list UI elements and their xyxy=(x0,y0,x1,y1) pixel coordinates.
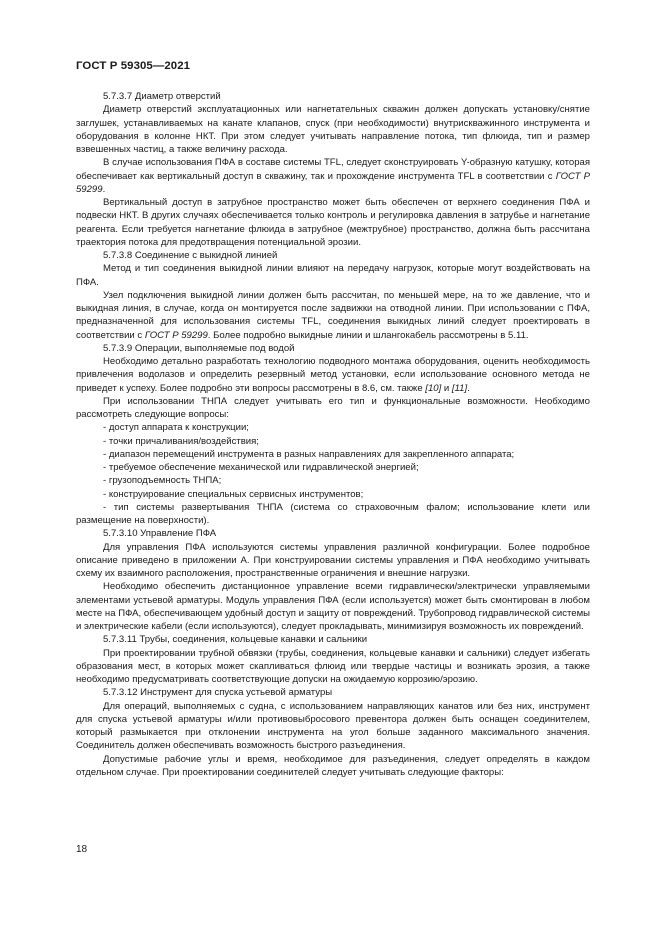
list-item: - грузоподъемность ТНПА; xyxy=(76,474,590,487)
paragraph: При проектировании трубной обвязки (трубы, соединения, кольцевые канавки и сальники) следует избегать образования мест, в которых может скапливаться флюид или твердые частицы и возникать эрозия, а также необходимо предусматривать соответствующие допуски на ожидаемую коррозию/эрозию. xyxy=(76,647,590,685)
section-heading-5-7-3-8: 5.7.3.8 Соединение с выкидной линией xyxy=(103,250,278,261)
list-item: - тип системы развертывания ТНПА (система со страховочным фалом; использование клети или размещение на поверхности). xyxy=(76,501,590,528)
paragraph-text: В случае использования ПФА в составе системы TFL, следует сконструировать Y-образную катушку, которая обеспечивает как вертикальный доступ в скважину, так и прохождение инструмента TFL в соответствии с xyxy=(76,157,590,182)
section-heading-5-7-3-10: 5.7.3.10 Управление ПФА xyxy=(103,528,217,540)
section-heading-5-7-3-12: 5.7.3.12 Инструмент для спуска устьевой арматуры xyxy=(103,687,333,699)
considerations-list xyxy=(76,421,590,527)
paragraph: Допустимые рабочие углы и время, необходимое для разъединения, следует определять в каждом отдельном случае. При проектировании соединителей следует учитывать следующие факторы: xyxy=(76,753,590,778)
paragraph: Для управления ПФА используются системы управления различной конфигурации. Более подробное описание приведено в приложении А. При конструировании системы управления и ПФА необходимо учитывать схему их взаимного расположения, пространственные ограничения и внешние нагрузки. xyxy=(76,541,590,579)
paragraph: В случае использования ПФА в составе системы TFL, следует сконструировать Y-образную катушку, которая обеспечивает как вертикальный доступ в скважину, так и прохождение инструмента TFL в соответствии с ГОСТ Р 59299. xyxy=(76,157,591,195)
standard-header: ГОСТ Р 59305—2021 xyxy=(76,60,191,72)
list-item: - требуемое обеспечение механической или гидравлической энергией; xyxy=(76,461,590,474)
section-heading-5-7-3-9: 5.7.3.9 Операции, выполняемые под водой xyxy=(103,342,295,354)
paragraph: Необходимо обеспечить дистанционное управление всеми гидравлически/электрически управляемыми элементами устьевой арматуры. Модуль управления ПФА (если используется) может быть смонтирован в любом месте на ПФА, обеспечивающем удобный доступ и защиту от повреждений. Трубопровод гидравлической системы и электрические кабели (если используются), следует прокладывать, минимизируя возможность их повреждений. xyxy=(76,581,590,632)
list-item: - доступ аппарата к конструкции; xyxy=(76,421,590,434)
paragraph-text: Необходимо детально разработать технологию подводного монтажа оборудования, оценить необходимость привлечения водолазов и определить резервный метод установки, если использование основного метода не приведет к успеху. Более подробно эти вопросы рассмотрены в 8.6, см. также xyxy=(76,356,590,394)
standard-reference: ГОСТ Р 59299 xyxy=(76,170,591,195)
paragraph: При использовании ТНПА следует учитывать его тип и функциональные возможности. Необходимо рассмотреть следующие вопросы: xyxy=(76,395,590,420)
paragraph-text: Узел подключения выкидной линии должен быть рассчитан, по меньшей мере, на то же давление, что и выкидная линия, в случае, когда он монтируется после задвижки на отводной линии. При использовании с ПФА, предназначенной для использования системы TFL, соединения выкидных линий следует проектировать в соответствии с xyxy=(76,289,590,341)
list-item: - конструирование специальных сервисных инструментов; xyxy=(76,488,590,501)
document-body xyxy=(76,90,590,779)
section-heading-5-7-3-11: 5.7.3.11 Трубы, соединения, кольцевые канавки и сальники xyxy=(103,634,368,646)
section-heading-5-7-3-7: 5.7.3.7 Диаметр отверстий xyxy=(103,91,221,102)
list-item: - диапазон перемещений инструмента в разных направлениях для закрепленного аппарата; xyxy=(76,448,590,461)
paragraph: Узел подключения выкидной линии должен быть рассчитан, по меньшей мере, на то же давление, что и выкидная линия, в случае, когда он монтируется после задвижки на отводной линии. При использовании с ПФА, предназначенной для использования системы TFL, соединения выкидных линий следует проектировать в соответствии с ГОСТ Р 59299. Более подробно выкидные линии и шлангокабель рассмотрены в 5.11. xyxy=(76,289,590,341)
paragraph: Необходимо детально разработать технологию подводного монтажа оборудования, оценить необходимость привлечения водолазов и определить резервный метод установки, если использование основного метода не приведет к успеху. Более подробно эти вопросы рассмотрены в 8.6, см. также [10] и [11]. xyxy=(76,356,590,394)
bibliography-reference: [11] xyxy=(451,382,468,394)
standard-reference: ГОСТ Р 59299 xyxy=(144,329,208,341)
paragraph: Метод и тип соединения выкидной линии влияют на передачу нагрузок, которые могут воздействовать на ПФА. xyxy=(76,263,590,288)
paragraph: Для операций, выполняемых с судна, с использованием направляющих канатов или без них, инструмент для спуска устьевой арматуры и/или противовыбросового превентора должен быть оснащен соединителем, который размыкается при отклонении инструмента на угол больше заданного максимального значения. Соединитель должен обеспечивать возможность быстрого разъединения. xyxy=(76,700,590,752)
paragraph: Вертикальный доступ в затрубное пространство может быть обеспечен от верхнего соединения ПФА и подвески НКТ. В других случаях обеспечивается только контроль и регулировка давления в затрубье и нагнетание реагента. Если требуется нагнетание флюида в затрубное (межтрубное) пространство, должна быть рассчитана траектория потока для предотвращения потенциальной эрозии. xyxy=(76,197,590,248)
paragraph: Диаметр отверстий эксплуатационных или нагнетательных скважин должен допускать установку/снятие заглушек, устанавливаемых на канате клапанов, спуск (при необходимости) внутрискважинного инструмента и оборудования в колонне НКТ. При этом следует учитывать направление потока, тип флюида, тип и размер взвешенных частиц, а также величину расхода. xyxy=(76,104,590,155)
list-item: - точки причаливания/воздействия; xyxy=(76,435,590,448)
bibliography-reference: [10] xyxy=(425,382,442,394)
page-number: 18 xyxy=(76,844,88,855)
